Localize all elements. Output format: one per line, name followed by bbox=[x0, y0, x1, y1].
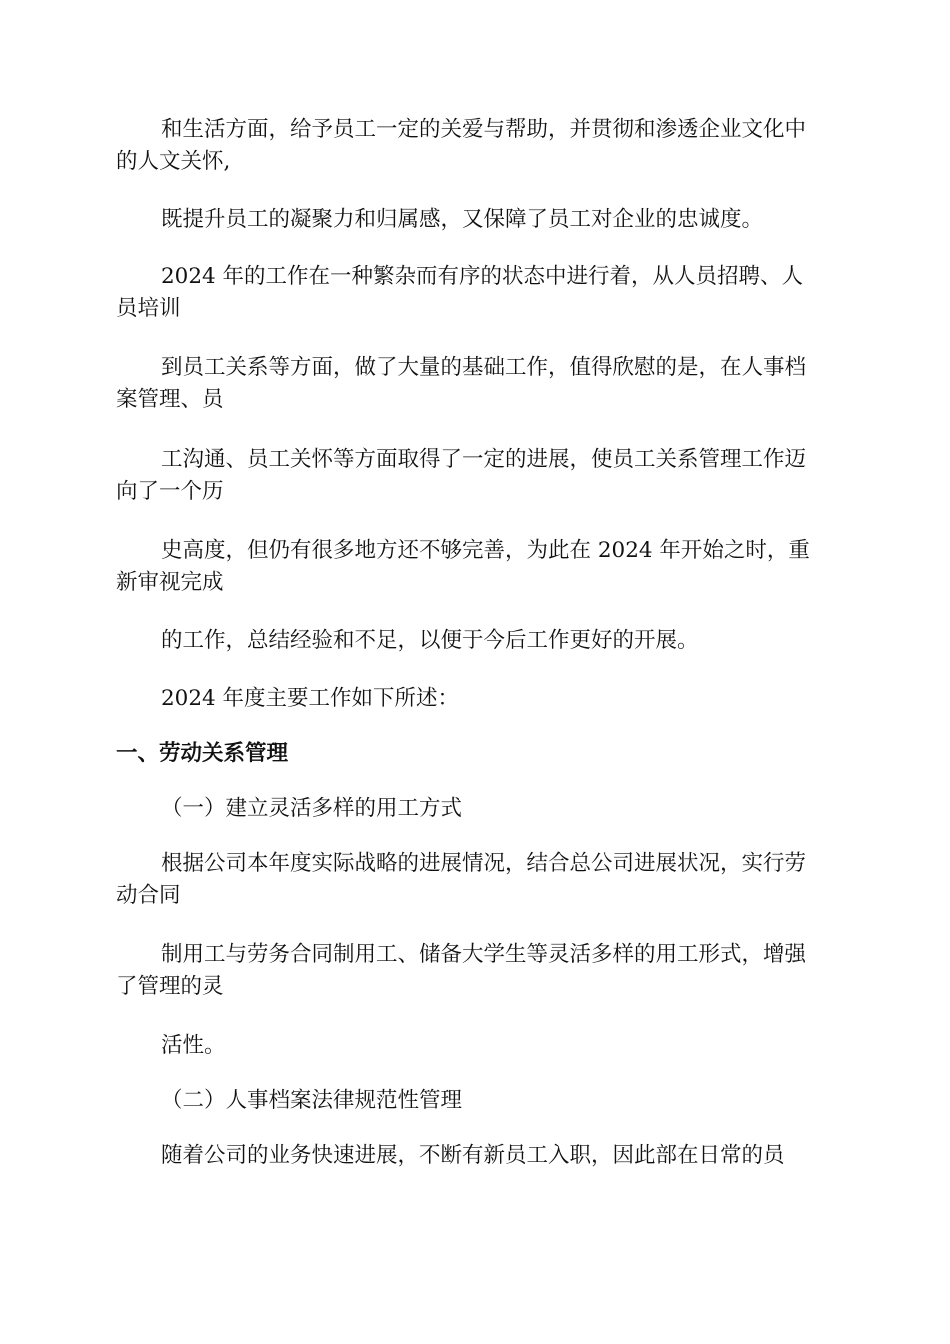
subheading-personnel-files bbox=[116, 1085, 836, 1117]
subheading-text: （一）建立灵活多样的用工方式 bbox=[161, 796, 463, 821]
paragraph-line: 的工作，总结经验和不足，以便于今后工作更好的开展。 bbox=[161, 628, 699, 653]
paragraph-line: 既提升员工的凝聚力和归属感，又保障了员工对企业的忠诚度。 bbox=[161, 207, 764, 232]
subheading-text: （二）人事档案法律规范性管理 bbox=[161, 1088, 463, 1113]
paragraph-basic-work bbox=[116, 352, 836, 416]
paragraph-flexibility bbox=[116, 1030, 836, 1062]
paragraph-line: 案管理、员 bbox=[116, 387, 224, 412]
paragraph-line: 根据公司本年度实际战略的进展情况，结合总公司进展状况，实行劳 bbox=[161, 851, 807, 876]
paragraph-line: 到员工关系等方面，做了大量的基础工作，值得欣慰的是，在人事档 bbox=[161, 355, 807, 380]
heading-text: 一、劳动关系管理 bbox=[116, 741, 289, 766]
paragraph-employment-forms bbox=[116, 939, 836, 1003]
section-heading-labor-relations bbox=[116, 738, 836, 770]
paragraph-line: 动合同 bbox=[116, 883, 181, 908]
paragraph-review bbox=[116, 535, 836, 599]
paragraph-line: 向了一个历 bbox=[116, 479, 224, 504]
paragraph-loyalty bbox=[116, 204, 836, 236]
paragraph-care bbox=[116, 114, 836, 178]
paragraph-line: 2024 年的工作在一种繁杂而有序的状态中进行着，从人员招聘、人 bbox=[161, 264, 804, 289]
paragraph-line: 了管理的灵 bbox=[116, 974, 224, 999]
paragraph-line: 工沟通、员工关怀等方面取得了一定的进展，使员工关系管理工作迈 bbox=[161, 447, 807, 472]
paragraph-main-work-intro bbox=[116, 683, 836, 715]
paragraph-progress bbox=[116, 444, 836, 508]
paragraph-2024-work bbox=[116, 261, 836, 325]
paragraph-line: 史高度，但仍有很多地方还不够完善，为此在 2024 年开始之时，重 bbox=[161, 538, 810, 563]
paragraph-line: 和生活方面，给予员工一定的关爱与帮助，并贯彻和渗透企业文化中 bbox=[161, 117, 807, 142]
paragraph-line: 的人文关怀, bbox=[116, 149, 231, 174]
paragraph-summary bbox=[116, 625, 836, 657]
paragraph-line: 2024 年度主要工作如下所述： bbox=[161, 686, 460, 711]
paragraph-line: 制用工与劳务合同制用工、储备大学生等灵活多样的用工形式，增强 bbox=[161, 942, 807, 967]
paragraph-line: 活性。 bbox=[161, 1033, 226, 1058]
paragraph-line: 随着公司的业务快速进展，不断有新员工入职，因此部在日常的员 bbox=[161, 1143, 785, 1168]
paragraph-strategy bbox=[116, 848, 836, 912]
paragraph-new-employees bbox=[116, 1140, 836, 1172]
paragraph-line: 员培训 bbox=[116, 296, 181, 321]
subheading-flexible-employment bbox=[116, 793, 836, 825]
paragraph-line: 新审视完成 bbox=[116, 570, 224, 595]
